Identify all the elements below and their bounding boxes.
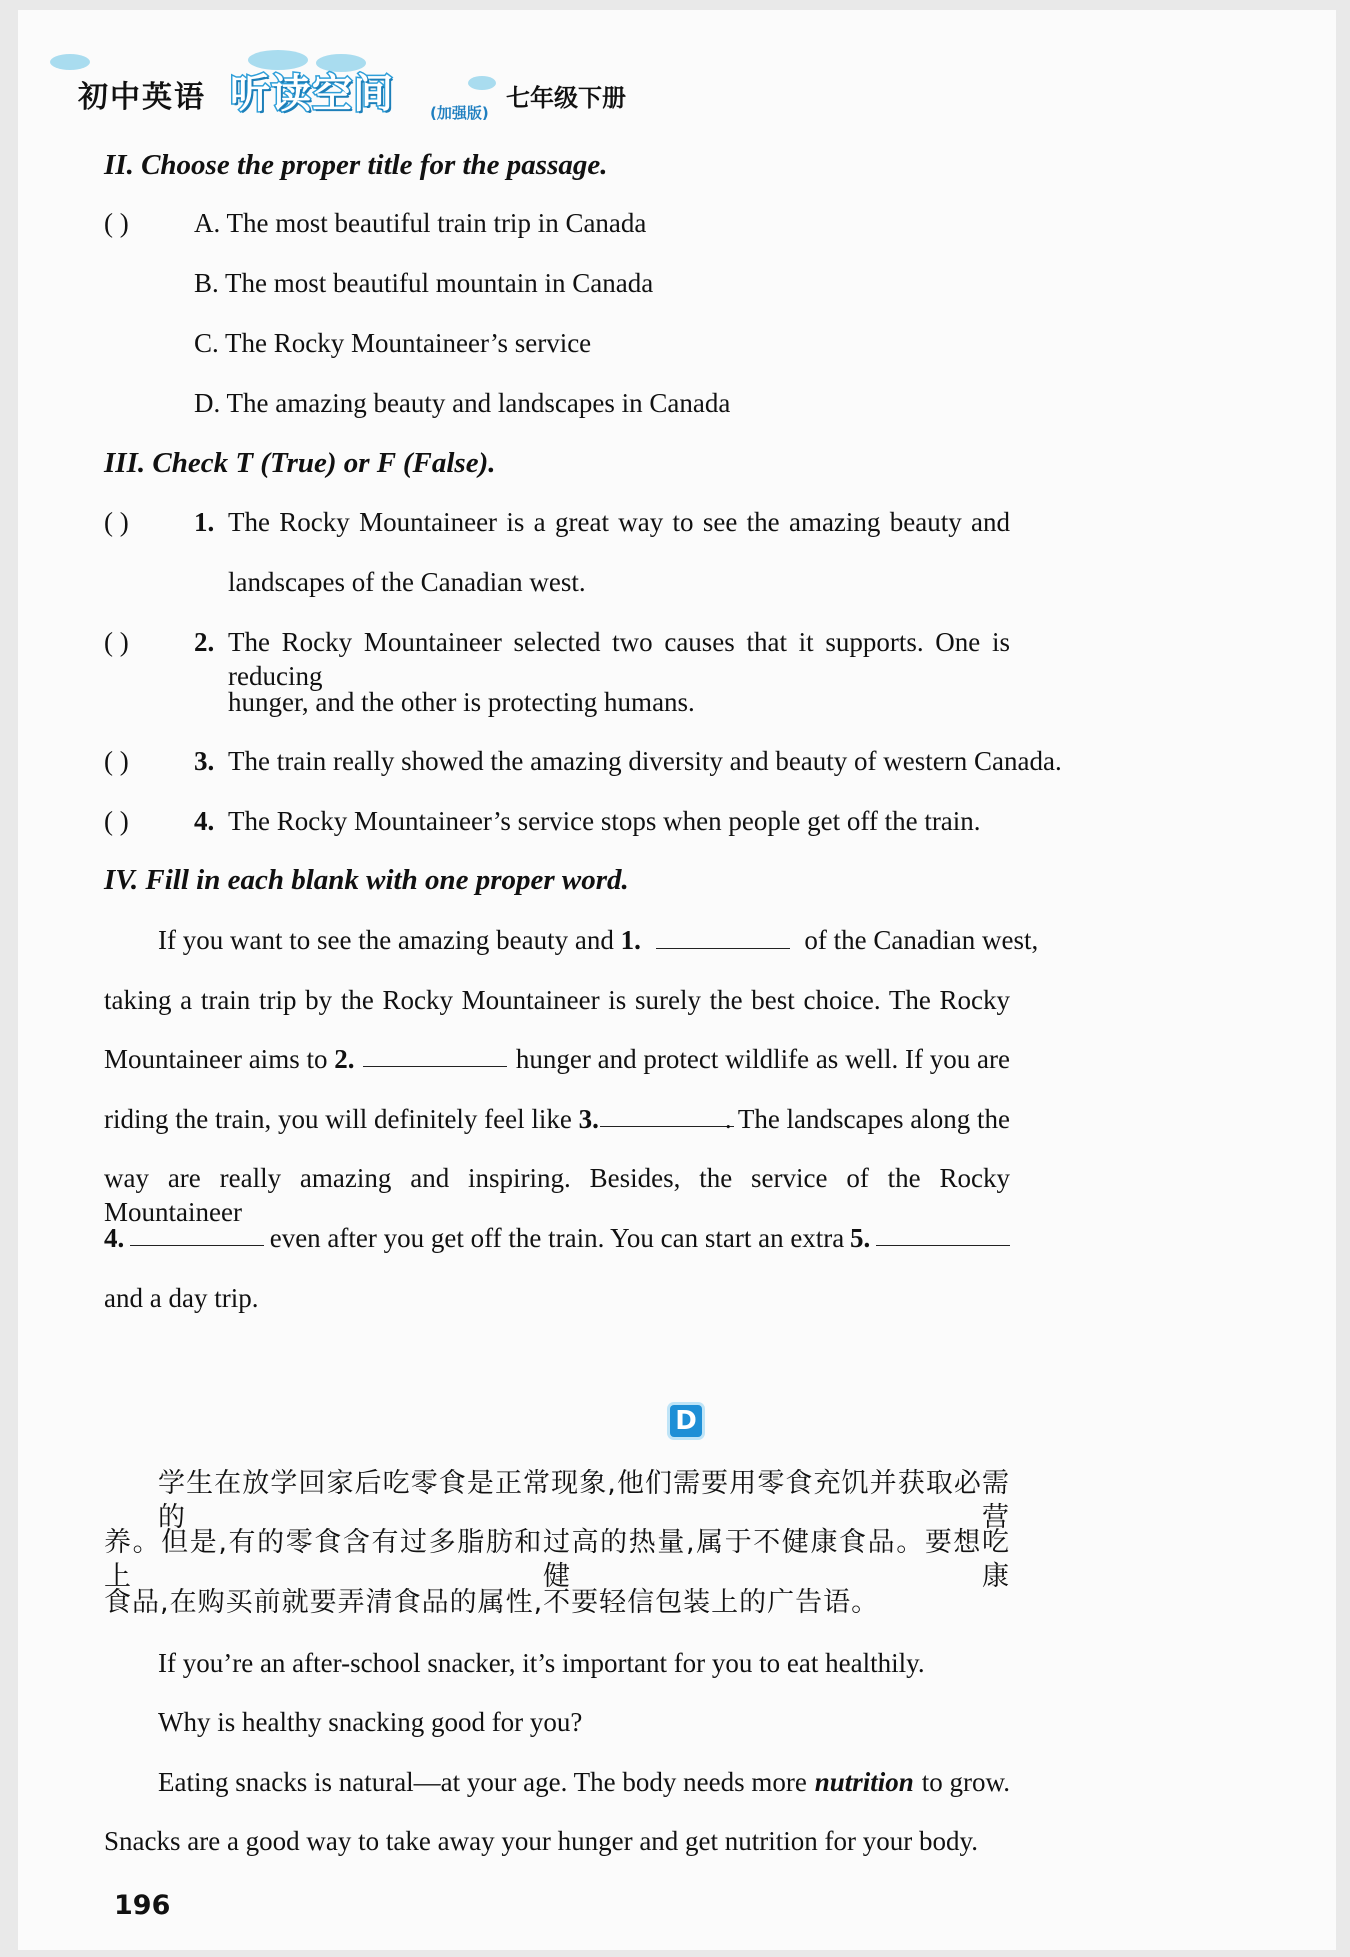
answer-paren[interactable]: ( ) xyxy=(104,746,129,776)
answer-blank-3[interactable] xyxy=(600,1102,734,1127)
item-number: 4. xyxy=(194,806,215,836)
answer-blank-2[interactable] xyxy=(363,1042,507,1067)
answer-paren[interactable]: ( ) xyxy=(104,806,129,836)
cloud-decoration xyxy=(468,76,496,90)
cloud-decoration xyxy=(50,54,90,70)
brand-logo: 听读空间 xyxy=(230,71,394,117)
statement-text: The Rocky Mountaineer selected two causes that it supports. One is reducing xyxy=(228,627,1010,691)
option-a: A. The most beautiful train trip in Canada xyxy=(194,208,647,238)
option-c: C. The Rocky Mountaineer’s service xyxy=(194,328,592,358)
statement-text: The train really showed the amazing diversity and beauty of western Canada. xyxy=(228,746,1062,776)
section-d-badge: D xyxy=(670,1405,702,1437)
passage-line: and a day trip. xyxy=(104,1283,259,1313)
section-heading: IV. Fill in each blank with one proper word. xyxy=(104,864,629,896)
statement-text: The Rocky Mountaineer’s service stops when people get off the train. xyxy=(228,806,981,836)
item-number: 3. xyxy=(194,746,215,776)
passage-line: If you’re an after-school snacker, it’s important for you to eat healthily. xyxy=(158,1648,925,1678)
section-heading: II. Choose the proper title for the passage. xyxy=(104,149,608,181)
option-b: B. The most beautiful mountain in Canada xyxy=(194,268,654,298)
passage-line: If you want to see the amazing beauty and 1. of the Canadian west, xyxy=(158,925,1039,955)
passage-line: taking a train trip by the Rocky Mountaineer is surely the best choice. The Rocky xyxy=(104,985,1010,1015)
passage-line: 4. even after you get off the train. You can start an extra 5. xyxy=(104,1221,1010,1255)
item-number: 2. xyxy=(194,627,215,657)
series-title: 初中英语 xyxy=(78,80,206,115)
statement-text: landscapes of the Canadian west. xyxy=(228,567,586,597)
passage-line: Why is healthy snacking good for you? xyxy=(158,1707,583,1737)
passage-line: Eating snacks is natural—at your age. The body needs more nutrition to grow. xyxy=(158,1767,1010,1797)
page-header xyxy=(58,54,758,124)
passage-line: riding the train, you will definitely feel like 3. . The landscapes along the xyxy=(104,1104,1010,1134)
chinese-intro-line: 食品,在购买前就要弄清食品的属性,不要轻信包装上的广告语。 xyxy=(104,1587,880,1618)
statement-text: hunger, and the other is protecting humans. xyxy=(228,687,695,717)
glossary-word: nutrition xyxy=(814,1767,914,1797)
chinese-intro-line: 学生在放学回家后吃零食是正常现象,他们需要用零食充饥并获取必需的营 xyxy=(158,1468,1010,1533)
chinese-intro-line: 养。但是,有的零食含有过多脂肪和过高的热量,属于不健康食品。要想吃上健康 xyxy=(104,1527,1010,1592)
answer-blank-5[interactable] xyxy=(876,1221,1010,1246)
edition-label: (加强版) xyxy=(430,104,489,122)
item-number: 1. xyxy=(194,507,215,537)
answer-blank-4[interactable] xyxy=(130,1221,264,1246)
passage-line: way are really amazing and inspiring. Besides, the service of the Rocky Mountaineer xyxy=(104,1163,1010,1227)
passage-line: Snacks are a good way to take away your hunger and get nutrition for your body. xyxy=(104,1826,979,1856)
answer-paren[interactable]: ( ) xyxy=(104,627,129,657)
answer-paren[interactable]: ( ) xyxy=(104,507,129,537)
answer-paren[interactable]: ( ) xyxy=(104,208,129,238)
grade-label: 七年级下册 xyxy=(506,84,626,112)
option-d: D. The amazing beauty and landscapes in Canada xyxy=(194,388,731,418)
answer-blank-1[interactable] xyxy=(656,924,790,949)
passage-line: Mountaineer aims to 2. hunger and protect wildlife as well. If you are xyxy=(104,1044,1010,1074)
workbook-page xyxy=(18,10,1336,1950)
page-number: 196 xyxy=(114,1890,171,1921)
statement-text: The Rocky Mountaineer is a great way to see the amazing beauty and xyxy=(228,507,1010,537)
section-heading: III. Check T (True) or F (False). xyxy=(104,447,496,479)
